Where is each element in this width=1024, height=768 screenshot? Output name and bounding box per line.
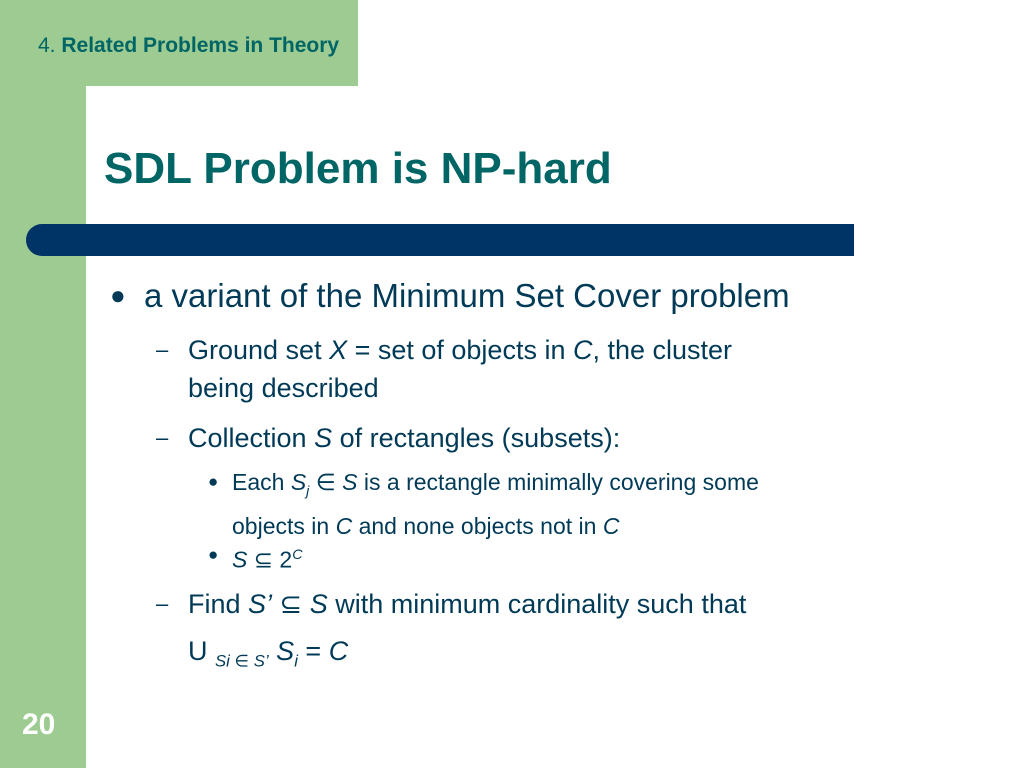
bullet-icon: ● — [110, 280, 126, 310]
left-green-band — [0, 0, 86, 768]
bullet-text: a variant of the Minimum Set Cover problem — [144, 277, 790, 314]
page-number: 20 — [22, 708, 56, 741]
section-number: 4. — [38, 34, 56, 57]
bullet-level1 — [110, 277, 790, 315]
sub-sub-bullet-each: ● Each $S_j$ ∈ S is a rectangle minimally covering some objects in C and none objects not in C — [208, 465, 759, 543]
sub-bullet-ground-set: – Ground set X = set of objects in C, the cluster being described — [156, 331, 732, 407]
section-label — [38, 34, 339, 58]
sub-bullet-collection: – Collection S of rectangles (subsets): — [156, 419, 620, 457]
section-title: Related Problems in Theory — [61, 34, 340, 57]
dot-icon: ● — [208, 472, 219, 491]
dash-icon: – — [156, 591, 169, 616]
sub-bullet-find: – Find S’ ⊆ S with minimum cardinality such that U $_{Si \in S’}$ $S_i = C$ — [156, 585, 746, 689]
dash-icon: – — [156, 425, 169, 450]
dot-icon: ● — [208, 545, 219, 564]
slide-title: SDL Problem is NP-hard — [104, 144, 612, 193]
title-underline-bar — [26, 224, 854, 256]
dash-icon: – — [156, 337, 169, 362]
sub-sub-bullet-powerset: ● S ⊆ $2^C$ — [208, 538, 303, 577]
